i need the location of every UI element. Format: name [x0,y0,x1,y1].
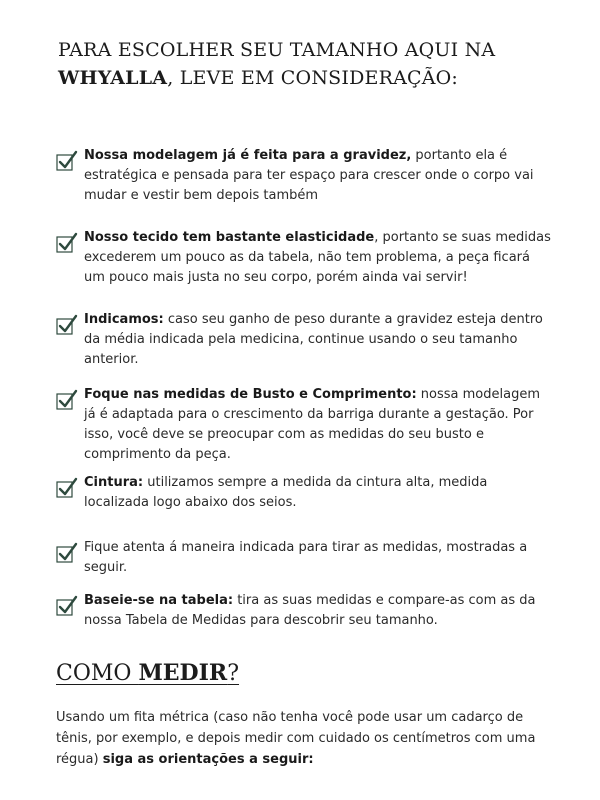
checkbox-check-icon [56,314,76,334]
checkbox-check-icon [56,477,76,497]
instructions-paragraph [56,707,552,770]
item-body: portanto ela é estratégica e pensada para ter espaço para crescer onde o corpo vai mudar e vestir bem depois também [84,148,534,203]
item-text [84,473,552,513]
title-line-1: PARA ESCOLHER SEU TAMANHO AQUI NA [58,39,496,61]
title-line-2: , LEVE EM CONSIDERAÇÃO: [167,67,459,89]
heading-prefix: COMO [56,661,139,686]
checkbox-check-icon [56,595,76,615]
item-body: utilizamos sempre a medida da cintura alta, medida localizada logo abaixo dos seios. [84,475,488,510]
paragraph-bold: siga as orientações a seguir: [102,752,314,767]
heading-bold: MEDIR [138,660,228,686]
section-heading [56,660,239,686]
item-bold: Nossa modelagem já é feita para a gravidez, [84,148,412,163]
item-bold: Cintura: [84,475,144,490]
item-bold: Foque nas medidas de Busto e Comprimento: [84,387,417,402]
item-body: caso seu ganho de peso durante a gravidez esteja dentro da média indicada pela medicina, continue usando o seu tamanho anterior. [84,312,543,367]
item-text [84,146,552,206]
heading-suffix: ? [227,661,240,686]
checkbox-check-icon [56,542,76,562]
item-text [84,385,552,465]
item-text [84,228,552,288]
item-bold: Indicamos: [84,312,164,327]
item-body: tira as suas medidas e compare-as com as da nossa Tabela de Medidas para descobrir seu tamanho. [84,593,536,628]
item-text [84,310,552,370]
item-text [84,591,552,631]
checkbox-check-icon [56,389,76,409]
item-bold: Nosso tecido tem bastante elasticidade [84,230,375,245]
item-bold: Baseie-se na tabela: [84,593,234,608]
item-body: Fique atenta á maneira indicada para tirar as medidas, mostradas a seguir. [84,540,528,575]
item-body: nossa modelagem já é adaptada para o crescimento da barriga durante a gestação. Por isso, você deve se preocupar com as medidas do seu busto e comprimento da peça. [84,387,541,462]
item-text [84,538,552,578]
checkbox-check-icon [56,150,76,170]
item-body: , portanto se suas medidas excederem um pouco as da tabela, não tem problema, a peça ficará um pouco mais justa no seu corpo, porém ainda vai servir! [84,230,551,285]
checkbox-check-icon [56,232,76,252]
paragraph-body: Usando um fita métrica (caso não tenha você pode usar um cadarço de tênis, por exemplo, e depois medir com cuidado os centímetros com uma régua) [56,710,536,767]
brand-name: WHYALLA [58,67,168,89]
page-title [58,36,558,92]
